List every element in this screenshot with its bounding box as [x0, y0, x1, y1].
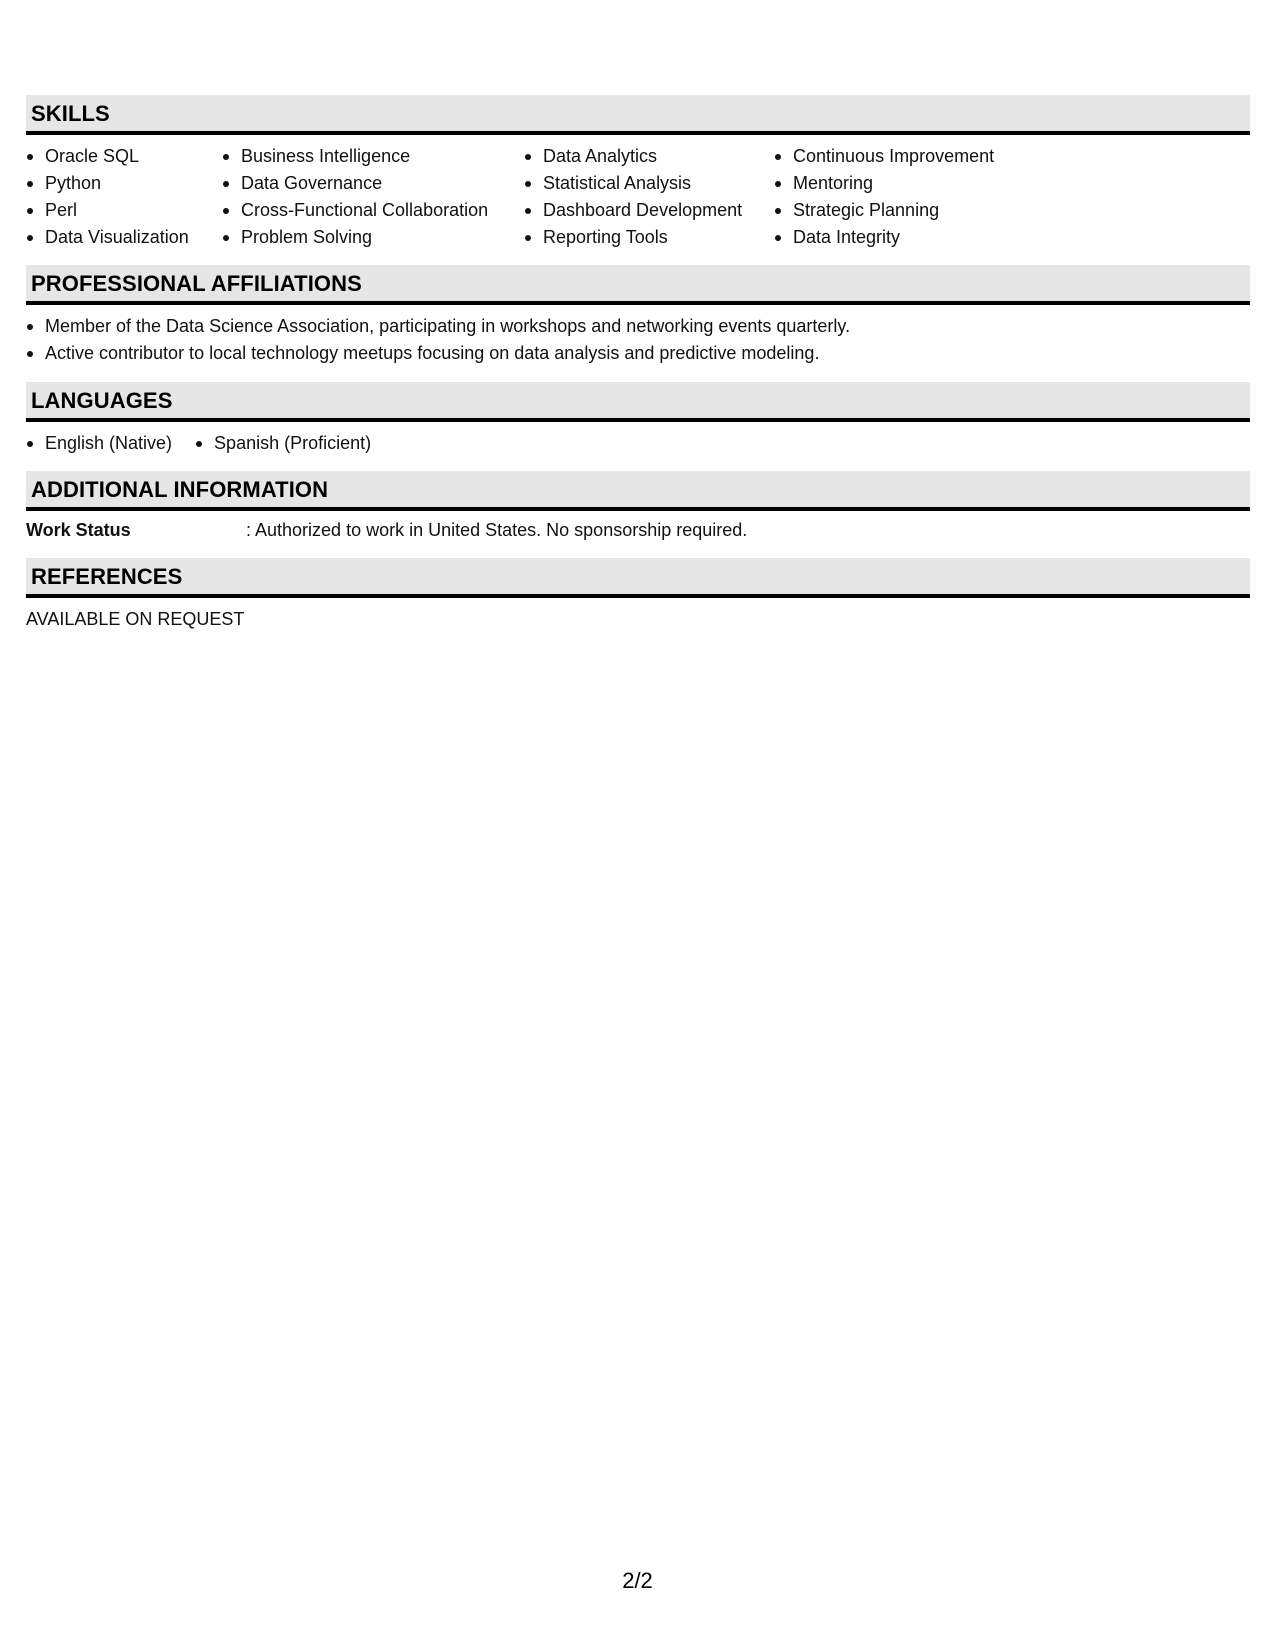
skill-item: Data Integrity: [774, 224, 1074, 251]
languages-section: [26, 382, 1250, 471]
skill-item: Reporting Tools: [524, 224, 774, 251]
page-number: 2/2: [622, 1568, 653, 1593]
skill-item: Data Visualization: [26, 224, 222, 251]
language-item: Spanish (Proficient): [195, 430, 371, 457]
skill-item: Python: [26, 170, 222, 197]
references-heading: REFERENCES: [26, 558, 1250, 598]
references-text: AVAILABLE ON REQUEST: [26, 609, 245, 629]
skill-item: Cross-Functional Collaboration: [222, 197, 524, 224]
work-status-label: Work Status: [26, 520, 131, 540]
skills-section: [26, 95, 1250, 265]
skill-item: Oracle SQL: [26, 143, 222, 170]
skill-item: Problem Solving: [222, 224, 524, 251]
skill-item: Statistical Analysis: [524, 170, 774, 197]
skills-column: [524, 143, 774, 251]
affiliation-item: Member of the Data Science Association, participating in workshops and networking events quarterly.: [26, 313, 1250, 340]
additional-info-section: [26, 471, 1250, 558]
work-status-row: [26, 511, 1250, 558]
affiliations-list: [26, 305, 1250, 382]
languages-list: [26, 422, 1250, 471]
skills-column: [774, 143, 1074, 251]
skill-item: Data Governance: [222, 170, 524, 197]
skill-item: Business Intelligence: [222, 143, 524, 170]
additional-info-heading: ADDITIONAL INFORMATION: [26, 471, 1250, 511]
skills-column: [222, 143, 524, 251]
work-status-value: : Authorized to work in United States. No sponsorship required.: [246, 520, 748, 540]
skill-item: Strategic Planning: [774, 197, 1074, 224]
affiliation-item: Active contributor to local technology meetups focusing on data analysis and predictive modeling.: [26, 340, 1250, 367]
skills-column: [26, 143, 222, 251]
language-item: English (Native): [26, 430, 172, 457]
resume-page: [26, 95, 1250, 633]
languages-heading: LANGUAGES: [26, 382, 1250, 422]
skill-item: Dashboard Development: [524, 197, 774, 224]
references-section: [26, 558, 1250, 633]
skills-grid: [26, 135, 1250, 265]
skill-item: Continuous Improvement: [774, 143, 1074, 170]
skills-heading: SKILLS: [26, 95, 1250, 135]
skill-item: Perl: [26, 197, 222, 224]
skill-item: Data Analytics: [524, 143, 774, 170]
skill-item: Mentoring: [774, 170, 1074, 197]
affiliations-heading: PROFESSIONAL AFFILIATIONS: [26, 265, 1250, 305]
affiliations-section: [26, 265, 1250, 382]
